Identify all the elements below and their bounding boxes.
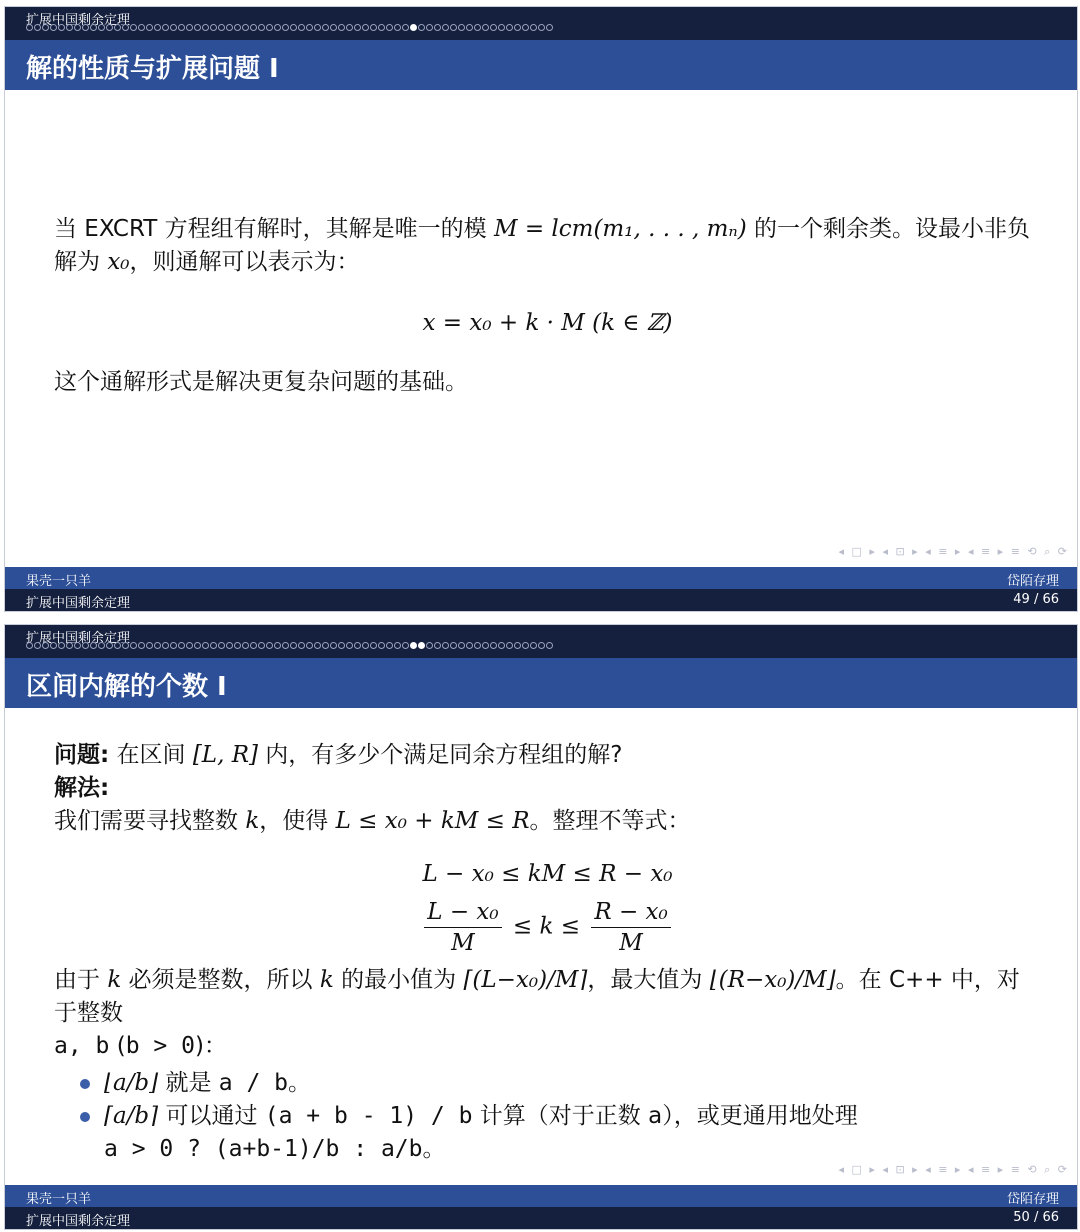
progress-dot[interactable] <box>426 642 433 649</box>
general-solution-formula: x = x₀ + k · M (k ∈ ℤ) <box>422 310 673 336</box>
progress-dot[interactable] <box>242 24 249 31</box>
progress-dot[interactable] <box>354 642 361 649</box>
k-symbol: k <box>107 967 122 993</box>
progress-dot[interactable] <box>82 642 89 649</box>
progress-dot[interactable] <box>202 24 209 31</box>
text: 。 <box>422 1136 446 1162</box>
left-fraction <box>424 897 501 958</box>
progress-dot[interactable] <box>466 642 473 649</box>
progress-dot[interactable] <box>330 24 337 31</box>
progress-dot[interactable] <box>58 24 65 31</box>
progress-dot[interactable] <box>434 24 441 31</box>
progress-dot[interactable] <box>66 24 73 31</box>
inequality-formula: L − x₀ ≤ kM ≤ R − x₀ <box>422 861 673 887</box>
slide-content <box>54 213 1041 399</box>
progress-dot[interactable] <box>130 642 137 649</box>
progress-dot[interactable] <box>66 642 73 649</box>
progress-dot[interactable] <box>186 642 193 649</box>
text: ，最大值为 <box>587 967 710 993</box>
footer-title: 扩展中国剩余定理 <box>26 596 131 611</box>
text: 的最小值为 <box>333 967 464 993</box>
progress-dot[interactable] <box>290 642 297 649</box>
progress-dot[interactable] <box>338 24 345 31</box>
progress-dot[interactable] <box>82 24 89 31</box>
footer-bottom <box>5 589 1077 611</box>
progress-dots[interactable] <box>26 642 553 649</box>
ceil-ab: ⌈a/b⌉ <box>104 1103 159 1129</box>
progress-dot[interactable] <box>322 24 329 31</box>
progress-dot[interactable] <box>194 24 201 31</box>
denominator: M <box>451 930 475 956</box>
progress-dot[interactable] <box>346 24 353 31</box>
progress-dot[interactable] <box>26 24 33 31</box>
progress-dot[interactable] <box>410 642 417 649</box>
middle-relation: ≤ k ≤ <box>512 913 581 940</box>
progress-dot[interactable] <box>178 24 185 31</box>
solution-label-line <box>54 772 1041 805</box>
right-fraction <box>591 897 670 958</box>
progress-dot[interactable] <box>426 24 433 31</box>
solution-label: 解法: <box>54 775 110 801</box>
code-ab: a, b <box>54 1033 110 1059</box>
progress-dot[interactable] <box>42 24 49 31</box>
progress-dot[interactable] <box>122 24 129 31</box>
modulus-expr: M = lcm(m₁, . . . , mₙ) <box>493 216 747 242</box>
footer-author: 果壳一只羊 <box>26 574 92 589</box>
k-symbol: k <box>319 967 334 993</box>
k-symbol: k <box>245 808 260 834</box>
progress-dot[interactable] <box>410 24 417 31</box>
progress-dot[interactable] <box>514 642 521 649</box>
progress-dot[interactable] <box>234 642 241 649</box>
text: 必须是整数，所以 <box>121 967 320 993</box>
code-ceil: (a + b - 1) / b <box>264 1103 473 1129</box>
progress-dot[interactable] <box>530 642 537 649</box>
progress-dot[interactable] <box>146 642 153 649</box>
progress-dot[interactable] <box>154 642 161 649</box>
progress-dot[interactable] <box>458 642 465 649</box>
progress-dot[interactable] <box>258 642 265 649</box>
progress-dot[interactable] <box>162 24 169 31</box>
problem-label: 问题: <box>54 742 110 768</box>
header-bar <box>5 7 1077 40</box>
code-floor: a / b <box>218 1070 289 1096</box>
progress-dot[interactable] <box>418 642 425 649</box>
progress-dot[interactable] <box>106 642 113 649</box>
progress-dot[interactable] <box>378 642 385 649</box>
slide-50 <box>4 624 1078 1230</box>
progress-dot[interactable] <box>402 642 409 649</box>
progress-dot[interactable] <box>506 24 513 31</box>
progress-dot[interactable] <box>322 642 329 649</box>
beamer-nav-icons[interactable]: ◂ □ ▸ ◂ ⊡ ▸ ◂ ≡ ▸ ◂ ≡ ▸ ≡ ⟲ ⌕ ⟳ <box>838 1163 1069 1176</box>
progress-dot[interactable] <box>546 642 553 649</box>
paragraph-conclusion: 这个通解形式是解决更复杂问题的基础。 <box>54 369 468 395</box>
bullet-list <box>54 1067 1041 1166</box>
progress-dot[interactable] <box>274 24 281 31</box>
progress-dot[interactable] <box>450 642 457 649</box>
text: 我们需要寻找整数 <box>54 808 246 834</box>
paragraph-setup <box>54 805 1041 838</box>
progress-dot[interactable] <box>298 24 305 31</box>
progress-dot[interactable] <box>338 642 345 649</box>
code-ternary: a > 0 ? (a+b-1)/b : a/b <box>104 1136 423 1162</box>
progress-dot[interactable] <box>178 642 185 649</box>
header-bar <box>5 625 1077 658</box>
progress-dot[interactable] <box>482 642 489 649</box>
progress-dot[interactable] <box>306 24 313 31</box>
x0-symbol: x₀ <box>107 249 130 275</box>
footer-bottom <box>5 1207 1077 1229</box>
text: 在区间 <box>109 742 193 768</box>
progress-dot[interactable] <box>394 24 401 31</box>
list-item <box>104 1100 1041 1166</box>
title-bar <box>5 658 1077 708</box>
numerator: L − x₀ <box>424 897 501 928</box>
progress-dot[interactable] <box>242 642 249 649</box>
progress-dot[interactable] <box>370 24 377 31</box>
page-number: 49 / 66 <box>1013 592 1059 607</box>
progress-dot[interactable] <box>154 24 161 31</box>
text: ，则通解可以表示为： <box>129 249 360 275</box>
progress-dot[interactable] <box>114 24 121 31</box>
progress-dot[interactable] <box>106 24 113 31</box>
progress-dot[interactable] <box>250 24 257 31</box>
paragraph-bounds <box>54 964 1041 1063</box>
progress-dot[interactable] <box>386 642 393 649</box>
progress-dot[interactable] <box>74 642 81 649</box>
progress-dot[interactable] <box>490 24 497 31</box>
footer-top <box>5 567 1077 589</box>
footer-institute: 岱陌存理 <box>1006 1192 1059 1207</box>
progress-dot[interactable] <box>362 24 369 31</box>
progress-dot[interactable] <box>266 642 273 649</box>
progress-dot[interactable] <box>226 24 233 31</box>
progress-dot[interactable] <box>346 642 353 649</box>
list-item <box>104 1067 1041 1100</box>
beamer-nav-icons[interactable]: ◂ □ ▸ ◂ ⊡ ▸ ◂ ≡ ▸ ◂ ≡ ▸ ≡ ⟲ ⌕ ⟳ <box>838 545 1069 558</box>
progress-dot[interactable] <box>434 642 441 649</box>
progress-dot[interactable] <box>418 24 425 31</box>
progress-dots[interactable] <box>26 24 553 31</box>
text: 由于 <box>54 967 108 993</box>
paragraph-intro <box>54 213 1041 279</box>
progress-dot[interactable] <box>218 642 225 649</box>
progress-dot[interactable] <box>466 24 473 31</box>
page-number: 50 / 66 <box>1013 1210 1059 1225</box>
progress-dot[interactable] <box>506 642 513 649</box>
numerator: R − x₀ <box>591 897 670 928</box>
progress-dot[interactable] <box>474 642 481 649</box>
progress-dot[interactable] <box>58 642 65 649</box>
progress-dot[interactable] <box>298 642 305 649</box>
progress-dot[interactable] <box>250 642 257 649</box>
progress-dot[interactable] <box>146 24 153 31</box>
text: 计算（对于正数 a），或更通用地处理 <box>472 1103 858 1129</box>
fraction-inequality <box>54 897 1041 958</box>
problem-line <box>54 739 1041 772</box>
progress-dot[interactable] <box>194 642 201 649</box>
progress-dot[interactable] <box>226 642 233 649</box>
code-b-positive: b > 0 <box>125 1033 195 1059</box>
interval-expr: [L, R] <box>192 742 258 768</box>
floor-ab: ⌊a/b⌋ <box>104 1070 159 1096</box>
text: 。 <box>288 1070 312 1096</box>
progress-dot[interactable] <box>122 642 129 649</box>
progress-dot[interactable] <box>354 24 361 31</box>
footer-author: 果壳一只羊 <box>26 1192 92 1207</box>
progress-dot[interactable] <box>458 24 465 31</box>
text: ，使得 <box>259 808 336 834</box>
text: 。整理不等式： <box>529 808 691 834</box>
progress-dot[interactable] <box>210 642 217 649</box>
footer-title: 扩展中国剩余定理 <box>26 1214 131 1229</box>
progress-dot[interactable] <box>482 24 489 31</box>
progress-dot[interactable] <box>282 642 289 649</box>
text: 。在 C++ 中，对于整数 <box>54 967 1020 1026</box>
progress-dot[interactable] <box>210 24 217 31</box>
progress-dot[interactable] <box>34 642 41 649</box>
progress-dot[interactable] <box>442 642 449 649</box>
text: 的一个剩余类。设最小非负解为 <box>54 216 1030 275</box>
progress-dot[interactable] <box>498 24 505 31</box>
footer-institute: 岱陌存理 <box>1006 574 1059 589</box>
progress-dot[interactable] <box>90 24 97 31</box>
progress-dot[interactable] <box>170 642 177 649</box>
progress-dot[interactable] <box>42 642 49 649</box>
progress-dot[interactable] <box>490 642 497 649</box>
text: )： <box>194 1033 227 1059</box>
progress-dot[interactable] <box>74 24 81 31</box>
slide-title: 区间内解的个数 I <box>26 672 227 702</box>
progress-dot[interactable] <box>386 24 393 31</box>
progress-dot[interactable] <box>50 642 57 649</box>
progress-dot[interactable] <box>530 24 537 31</box>
progress-dot[interactable] <box>202 642 209 649</box>
progress-dot[interactable] <box>314 24 321 31</box>
progress-dot[interactable] <box>170 24 177 31</box>
progress-dot[interactable] <box>514 24 521 31</box>
progress-dot[interactable] <box>282 24 289 31</box>
slide-49 <box>4 6 1078 612</box>
floor-expr: ⌊(R−x₀)/M⌋ <box>709 967 836 993</box>
progress-dot[interactable] <box>266 24 273 31</box>
progress-dot[interactable] <box>314 642 321 649</box>
text: 当 EXCRT 方程组有解时，其解是唯一的模 <box>54 216 494 242</box>
progress-dot[interactable] <box>330 642 337 649</box>
progress-dot[interactable] <box>450 24 457 31</box>
progress-dot[interactable] <box>362 642 369 649</box>
slide-title: 解的性质与扩展问题 I <box>26 54 279 84</box>
progress-dot[interactable] <box>522 24 529 31</box>
text: 就是 <box>158 1070 219 1096</box>
denominator: M <box>619 930 643 956</box>
footer-top <box>5 1185 1077 1207</box>
progress-dot[interactable] <box>162 642 169 649</box>
progress-dot[interactable] <box>378 24 385 31</box>
section-title: 扩展中国剩余定理 <box>26 631 131 646</box>
section-title: 扩展中国剩余定理 <box>26 13 131 28</box>
progress-dot[interactable] <box>114 642 121 649</box>
progress-dot[interactable] <box>274 642 281 649</box>
progress-dot[interactable] <box>538 642 545 649</box>
text: ( <box>109 1033 126 1059</box>
progress-dot[interactable] <box>26 642 33 649</box>
progress-dot[interactable] <box>90 642 97 649</box>
text: 可以通过 <box>158 1103 265 1129</box>
progress-dot[interactable] <box>370 642 377 649</box>
progress-dot[interactable] <box>98 642 105 649</box>
progress-dot[interactable] <box>546 24 553 31</box>
progress-dot[interactable] <box>50 24 57 31</box>
progress-dot[interactable] <box>394 642 401 649</box>
slide-content <box>54 739 1041 1166</box>
progress-dot[interactable] <box>138 642 145 649</box>
progress-dot[interactable] <box>538 24 545 31</box>
progress-dot[interactable] <box>442 24 449 31</box>
progress-dot[interactable] <box>402 24 409 31</box>
ceil-expr: ⌈(L−x₀)/M⌉ <box>463 967 588 993</box>
progress-dot[interactable] <box>186 24 193 31</box>
progress-dot[interactable] <box>522 642 529 649</box>
progress-dot[interactable] <box>130 24 137 31</box>
progress-dot[interactable] <box>98 24 105 31</box>
progress-dot[interactable] <box>34 24 41 31</box>
progress-dot[interactable] <box>306 642 313 649</box>
progress-dot[interactable] <box>138 24 145 31</box>
progress-dot[interactable] <box>234 24 241 31</box>
progress-dot[interactable] <box>218 24 225 31</box>
progress-dot[interactable] <box>290 24 297 31</box>
text: 内，有多少个满足同余方程组的解? <box>258 742 623 768</box>
inequality-expr: L ≤ x₀ + kM ≤ R <box>335 808 530 834</box>
title-bar <box>5 40 1077 90</box>
progress-dot[interactable] <box>258 24 265 31</box>
progress-dot[interactable] <box>498 642 505 649</box>
progress-dot[interactable] <box>474 24 481 31</box>
